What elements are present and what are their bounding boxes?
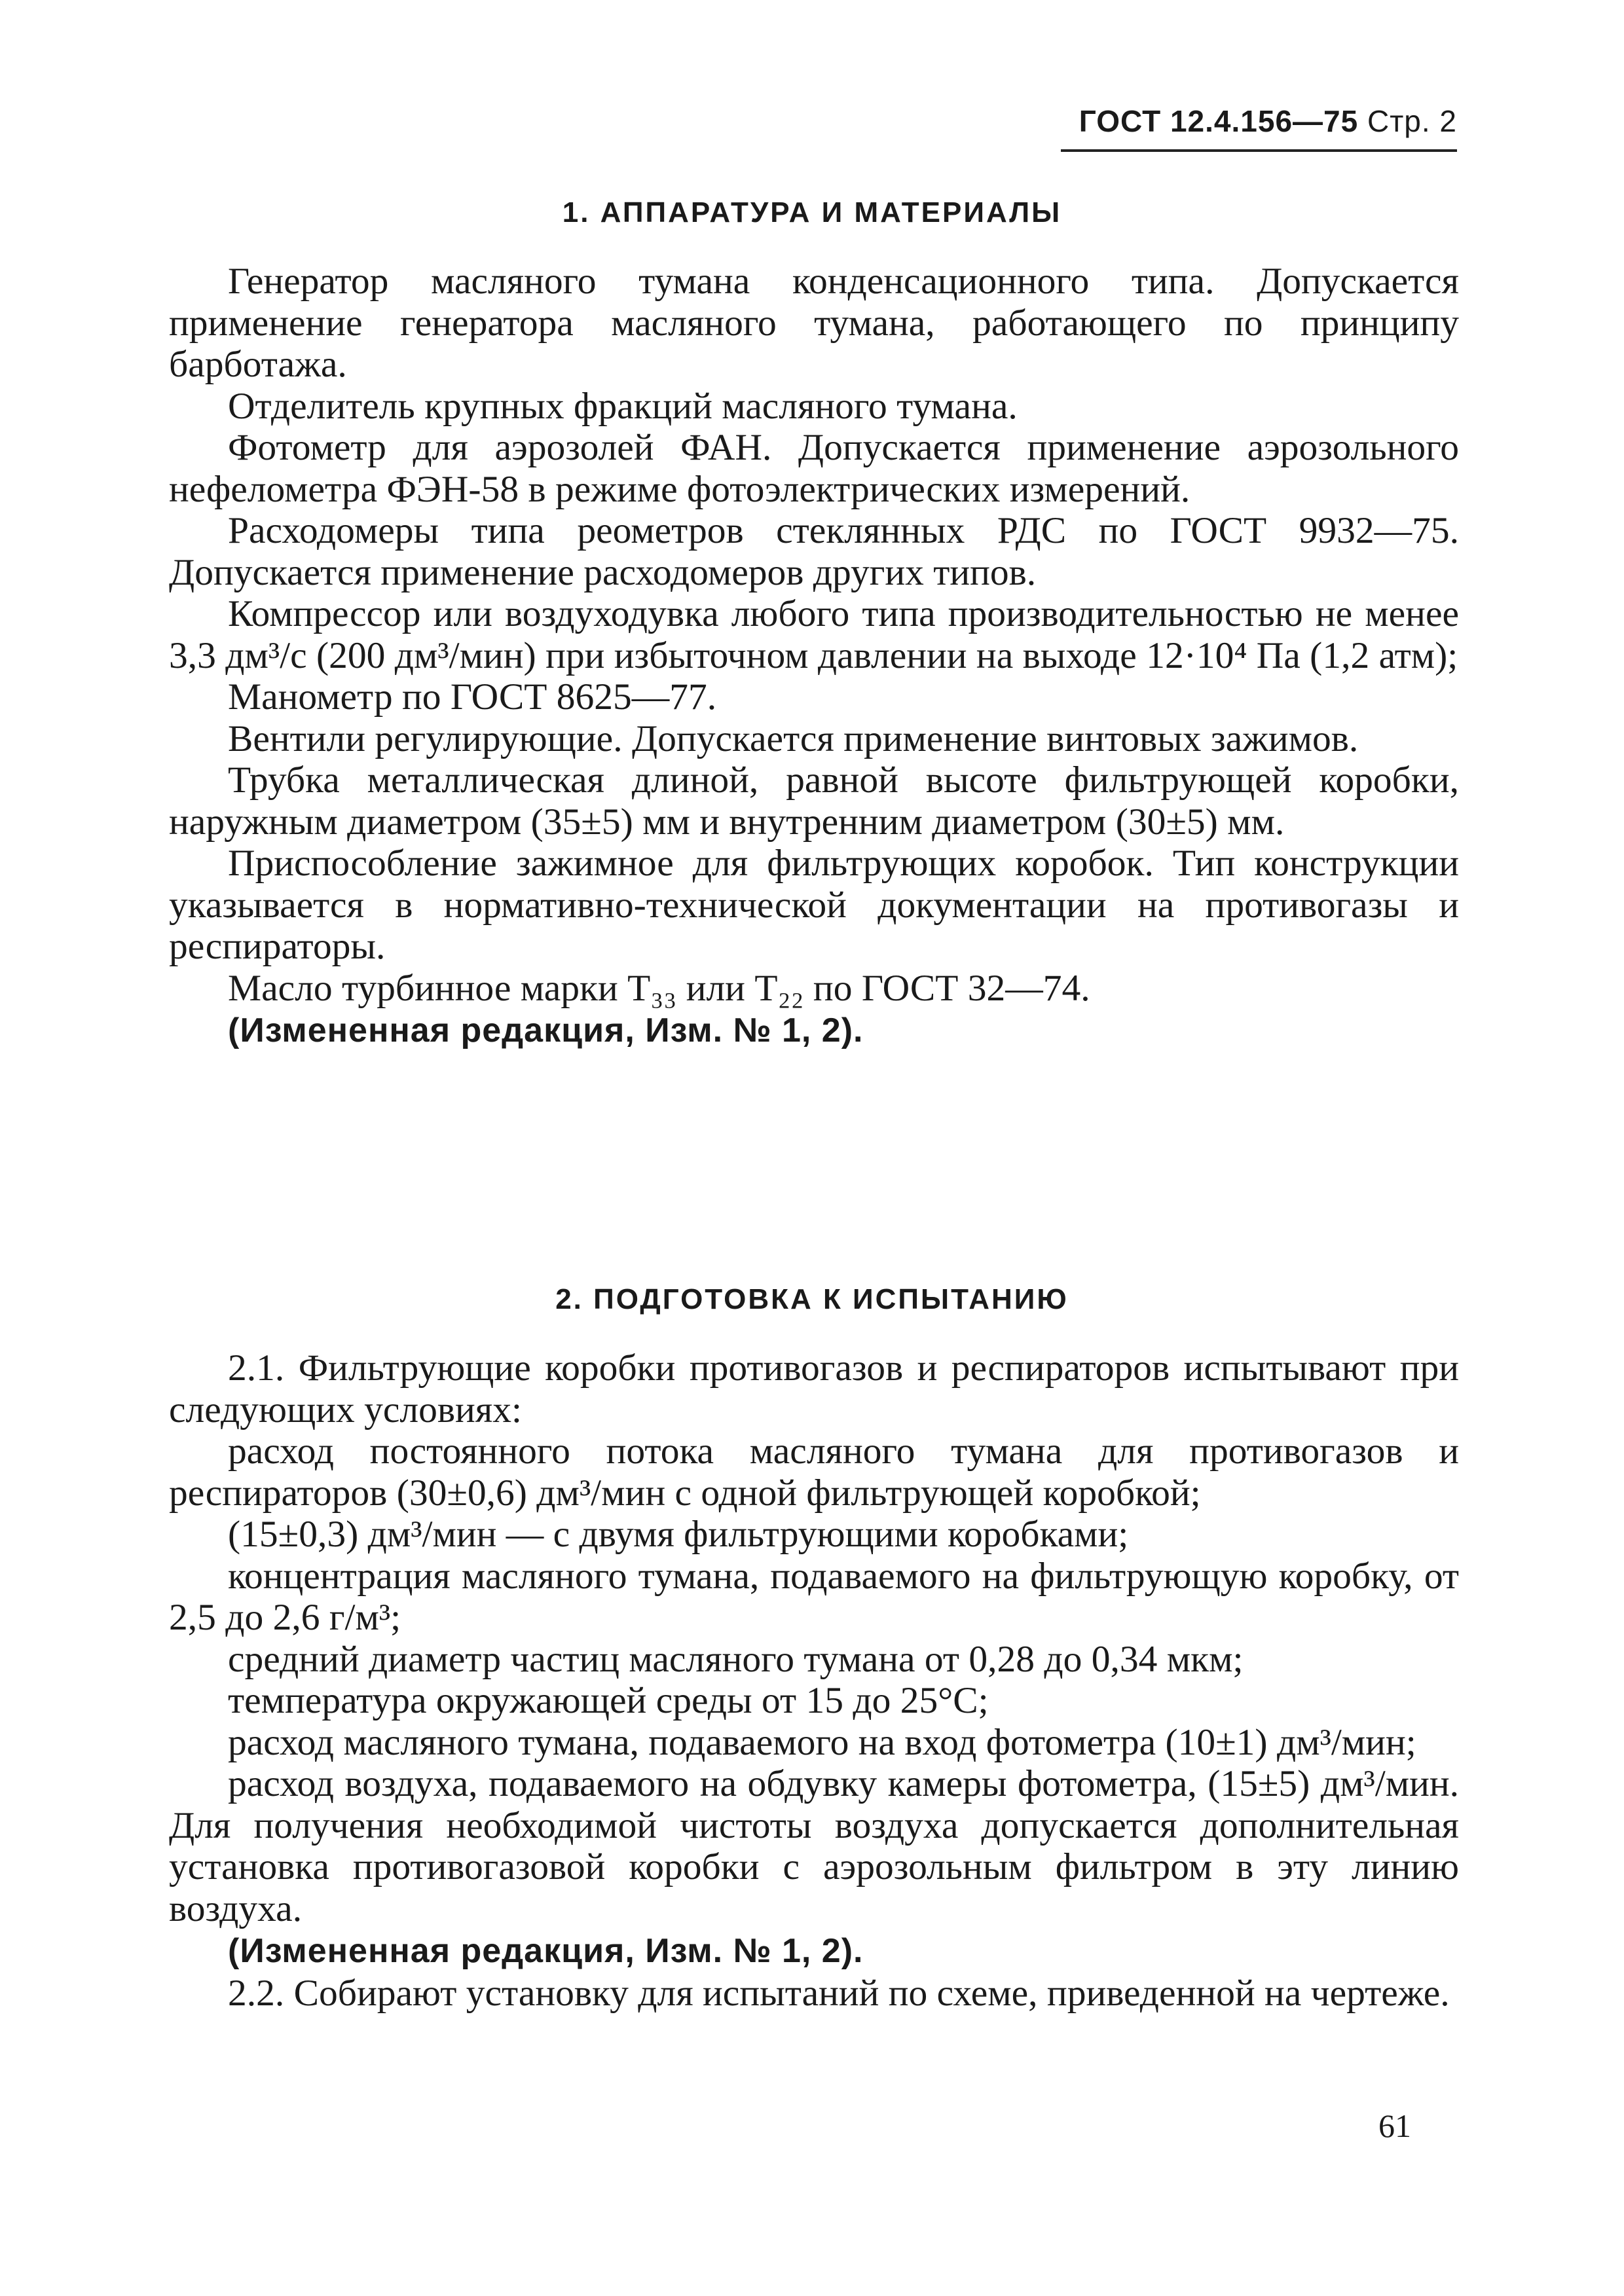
paragraph: расход воздуха, подаваемого на обдувку камеры фотометра, (15±5) дм³/мин. Для получения необходимой чистоты воздуха допускается дополнительная установка противогазовой коробки с аэрозольным фильтром в эту линию воздуха. <box>169 1763 1459 1929</box>
paragraph: Отделитель крупных фракций масляного тумана. <box>228 385 1018 427</box>
paragraph: Трубка металлическая длиной, равной высоте фильтрующей коробки, наружным диаметром (35±5) мм и внутренним диаметром (30±5) мм. <box>169 759 1459 843</box>
amendment-note <box>169 1009 1459 1052</box>
paragraph: Вентили регулирующие. Допускается применение винтовых зажимов. <box>228 718 1359 759</box>
paragraph: расход масляного тумана, подаваемого на вход фотометра (10±1) дм³/мин; <box>228 1721 1416 1763</box>
paragraph: 2.1. Фильтрующие коробки противогазов и респираторов испытывают при следующих условиях: <box>169 1347 1459 1430</box>
section-2-title: 2. ПОДГОТОВКА К ИСПЫТАНИЮ <box>555 1283 1069 1315</box>
paragraph: расход постоянного потока масляного тумана для противогазов и респираторов (30±0,6) дм³/мин с одной фильтрующей коробкой; <box>169 1430 1459 1514</box>
amendment-text: (Измененная редакция, Изм. № 1, 2). <box>228 1011 864 1049</box>
paragraph: Генератор масляного тумана конденсационного типа. Допускается применение генератора масляного тумана, работающего по принципу барботажа. <box>169 261 1459 385</box>
paragraph: 2.2. Собирают установку для испытаний по схеме, приведенной на чертеже. <box>228 1972 1450 2014</box>
section-2-body <box>169 1347 1459 2014</box>
paragraph: Масло турбинное марки Т₃₃ или Т₂₂ по ГОСТ 32—74. <box>228 967 1090 1009</box>
page-label: Стр. 2 <box>1367 104 1457 138</box>
page-number: 61 <box>1378 2107 1411 2144</box>
paragraph: концентрация масляного тумана, подаваемого на фильтрующую коробку, от 2,5 до 2,6 г/м³; <box>169 1555 1459 1638</box>
section-1-title: 1. АППАРАТУРА И МАТЕРИАЛЫ <box>562 196 1062 228</box>
standard-number: ГОСТ 12.4.156—75 <box>1079 104 1359 138</box>
paragraph: Приспособление зажимное для фильтрующих коробок. Тип конструкции указывается в нормативно-технической документации на противогазы и респираторы. <box>169 843 1459 967</box>
paragraph: Компрессор или воздуходувка любого типа производительностью не менее 3,3 дм³/с (200 дм³/мин) при избыточном давлении на выходе 12·10⁴ Па (1,2 атм); <box>169 593 1459 676</box>
paragraph: Фотометр для аэрозолей ФАН. Допускается применение аэрозольного нефелометра ФЭН-58 в режиме фотоэлектрических измерений. <box>169 427 1459 510</box>
amendment-text: (Измененная редакция, Изм. № 1, 2). <box>228 1932 864 1970</box>
section-1-body <box>169 261 1459 1052</box>
paragraph: Манометр по ГОСТ 8625—77. <box>228 676 717 718</box>
paragraph: температура окружающей среды от 15 до 25°С; <box>228 1680 989 1721</box>
amendment-note <box>169 1929 1459 1973</box>
paragraph: (15±0,3) дм³/мин — с двумя фильтрующими коробками; <box>228 1514 1129 1555</box>
page-header <box>1061 103 1457 152</box>
paragraph: Расходомеры типа реометров стеклянных РДС по ГОСТ 9932—75. Допускается применение расходомеров других типов. <box>169 510 1459 593</box>
paragraph: средний диаметр частиц масляного тумана от 0,28 до 0,34 мкм; <box>228 1638 1244 1680</box>
